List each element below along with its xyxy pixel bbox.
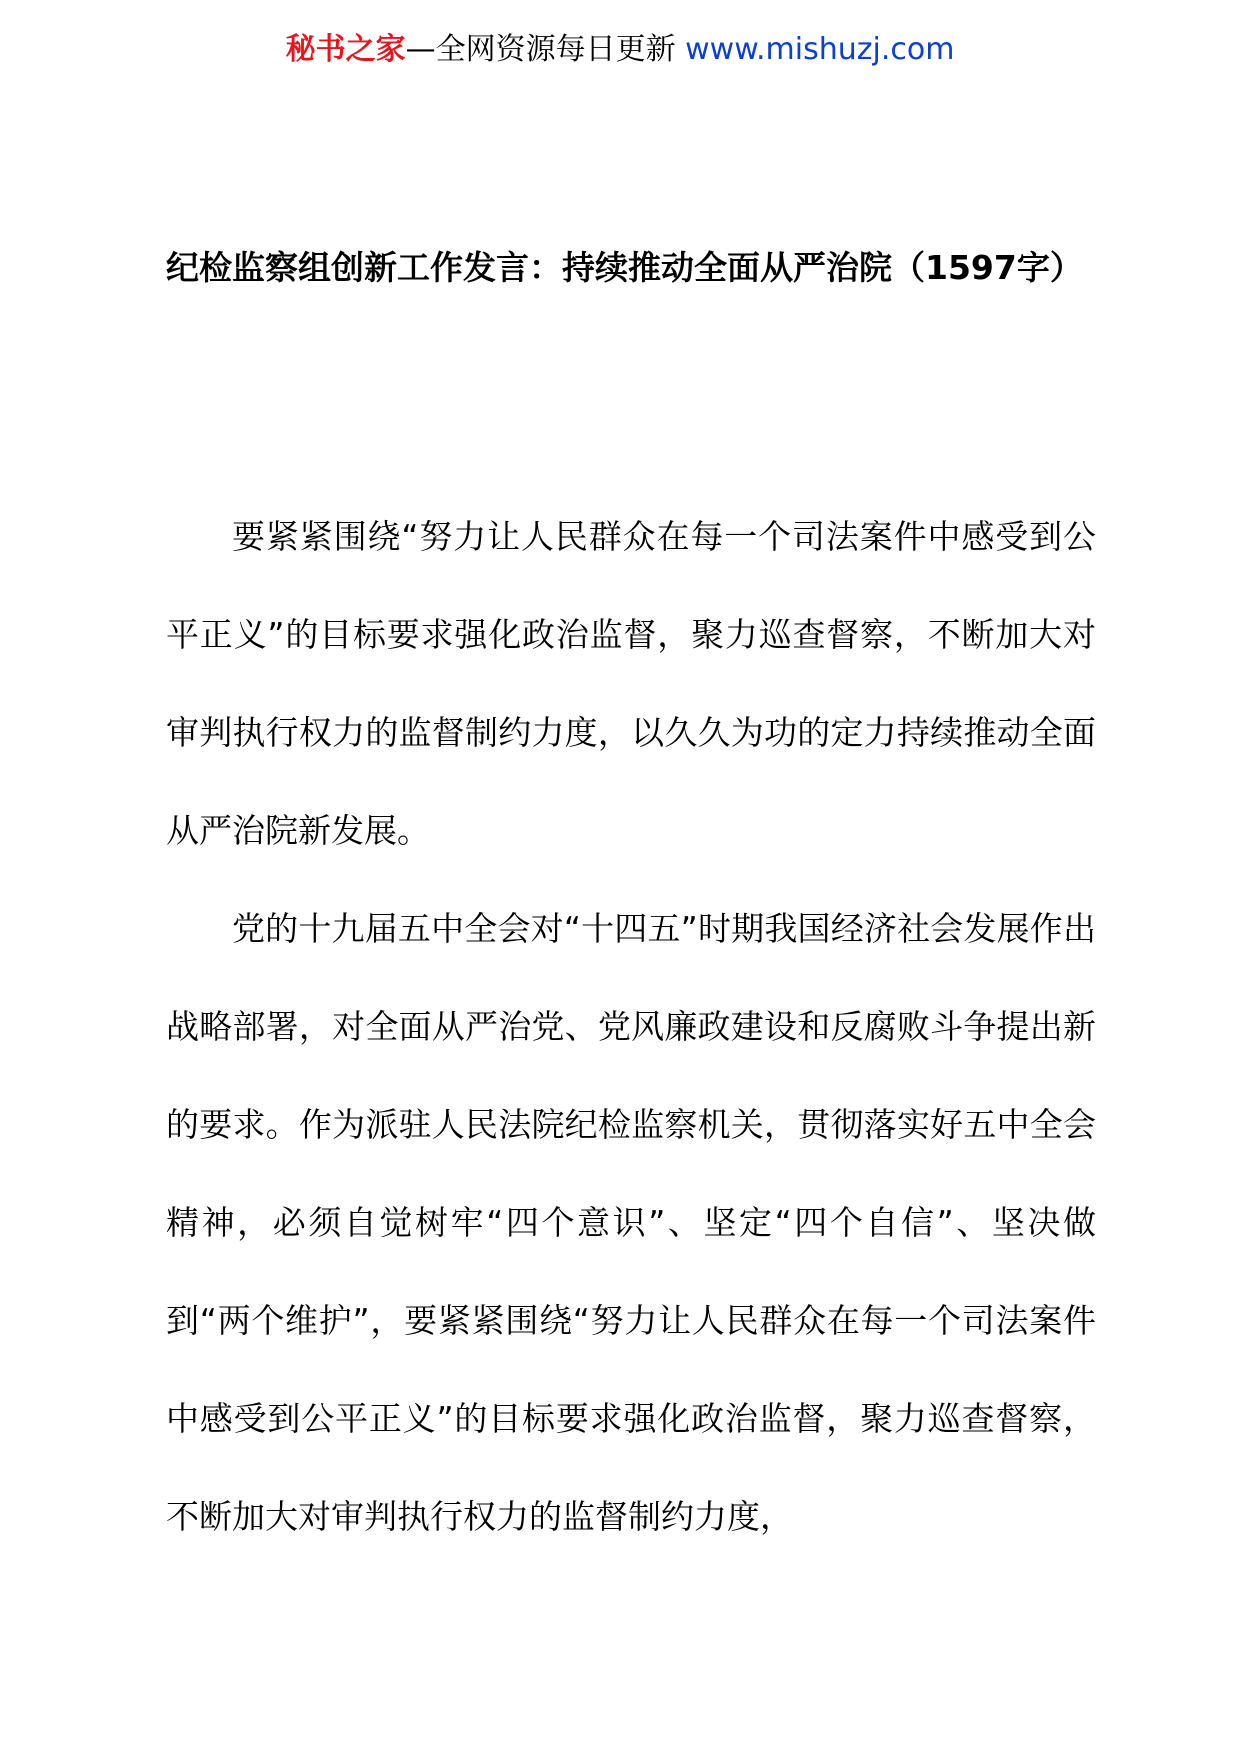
- paragraph: 要紧紧围绕“努力让人民群众在每一个司法案件中感受到公平正义”的目标要求强化政治监督，聚力巡查督察，不断加大对审判执行权力的监督制约力度，以久久为功的定力持续推动全面从严治院新发展。: [166, 517, 1096, 850]
- document-body: [166, 488, 1096, 1566]
- brand-name: 秘书之家: [285, 32, 406, 67]
- site-link[interactable]: www.mishuzj.com: [685, 32, 955, 67]
- header-tagline: —全网资源每日更新: [405, 32, 676, 67]
- document-title: 纪检监察组创新工作发言：持续推动全面从严治院（1597字）: [166, 248, 1083, 287]
- page-header: [0, 30, 1240, 70]
- paragraph: 党的十九届五中全会对“十四五”时期我国经济社会发展作出战略部署，对全面从严治党、党风廉政建设和反腐败斗争提出新的要求。作为派驻人民法院纪检监察机关，贯彻落实好五中全会精神，必须自觉树牢“四个意识”、坚定“四个自信”、坚决做到“两个维护”，要紧紧围绕“努力让人民群众在每一个司法案件中感受到公平正义”的目标要求强化政治监督，聚力巡查督察，不断加大对审判执行权力的监督制约力度，: [166, 909, 1096, 1536]
